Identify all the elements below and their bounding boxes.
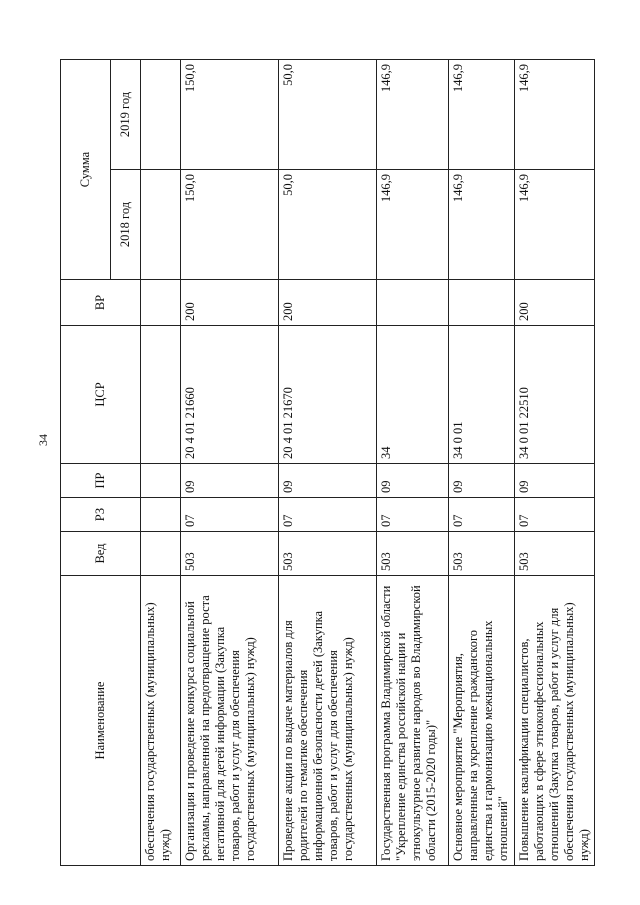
- row-sum-2018: [141, 170, 181, 280]
- table-row: [377, 60, 449, 866]
- col-2019-header: 2019 год: [111, 60, 141, 170]
- row-ved: 503: [377, 532, 449, 576]
- row-vr: [377, 280, 449, 326]
- col-vr-header: ВР: [61, 280, 141, 326]
- row-sum-2018: 146,9: [449, 170, 515, 280]
- row-name: Организация и проведение конкурса социальной рекламы, направленной на предотвращение роста негативной для детей информации (Закупка товаров, работ и услуг для обеспечения государственных (муниципальных) нужд): [181, 576, 279, 866]
- row-ved: 503: [449, 532, 515, 576]
- row-vr: 200: [515, 280, 595, 326]
- row-pr: [141, 464, 181, 498]
- row-rz: 07: [515, 498, 595, 532]
- col-csr-header: ЦСР: [61, 326, 141, 464]
- row-vr: [141, 280, 181, 326]
- col-2018-header: 2018 год: [111, 170, 141, 280]
- row-sum-2019: 146,9: [377, 60, 449, 170]
- col-rz-header: РЗ: [61, 498, 141, 532]
- row-rz: 07: [279, 498, 377, 532]
- row-ved: 503: [515, 532, 595, 576]
- row-name: Повышение квалификации специалистов, работающих в сфере этноконфессиональных отношений (Закупка товаров, работ и услуг для обеспечения государственных (муниципальных) нужд): [515, 576, 595, 866]
- row-sum-2018: 150,0: [181, 170, 279, 280]
- row-sum-2018: 146,9: [515, 170, 595, 280]
- row-pr: 09: [181, 464, 279, 498]
- table-row: [279, 60, 377, 866]
- row-pr: 09: [449, 464, 515, 498]
- row-ved: [141, 532, 181, 576]
- row-rz: 07: [377, 498, 449, 532]
- row-rz: 07: [449, 498, 515, 532]
- row-rz: [141, 498, 181, 532]
- table-row: [449, 60, 515, 866]
- row-sum-2018: 146,9: [377, 170, 449, 280]
- row-csr: 34 0 01: [449, 326, 515, 464]
- row-sum-2019: 150,0: [181, 60, 279, 170]
- row-pr: 09: [377, 464, 449, 498]
- row-name: Государственная программа Владимирской области "Укрепление единства российской нации и этнокультурное развитие народов во Владимирской области (2015-2020 годы)": [377, 576, 449, 866]
- row-csr: [141, 326, 181, 464]
- row-csr: 20 4 01 21670: [279, 326, 377, 464]
- table-row: [181, 60, 279, 866]
- row-rz: 07: [181, 498, 279, 532]
- col-ved-header: Вед: [61, 532, 141, 576]
- row-sum-2019: 146,9: [449, 60, 515, 170]
- row-csr: 34 0 01 22510: [515, 326, 595, 464]
- row-name: Основное мероприятие "Мероприятия, направленные на укрепление гражданского единства и гармонизацию межнациональных отношений": [449, 576, 515, 866]
- row-ved: 503: [279, 532, 377, 576]
- row-name: Проведение акции по выдаче материалов для родителей по тематике обеспечения информационной безопасности детей (Закупка товаров, работ и услуг для обеспечения государственных (муниципальных) нужд): [279, 576, 377, 866]
- col-pr-header: ПР: [61, 464, 141, 498]
- page-number: 34: [36, 434, 50, 446]
- row-vr: [449, 280, 515, 326]
- row-vr: 200: [279, 280, 377, 326]
- row-ved: 503: [181, 532, 279, 576]
- row-pr: 09: [515, 464, 595, 498]
- header-row-1: [61, 60, 111, 866]
- budget-table: [60, 59, 595, 866]
- row-sum-2019: [141, 60, 181, 170]
- row-name: обеспечения государственных (муниципальных) нужд): [141, 576, 181, 866]
- col-sum-header: Сумма: [61, 60, 111, 280]
- row-vr: 200: [181, 280, 279, 326]
- row-sum-2019: 50,0: [279, 60, 377, 170]
- row-csr: 34: [377, 326, 449, 464]
- row-pr: 09: [279, 464, 377, 498]
- row-csr: 20 4 01 21660: [181, 326, 279, 464]
- table-row: [515, 60, 595, 866]
- col-name-header: Наименование: [61, 576, 141, 866]
- table-row: [141, 60, 181, 866]
- row-sum-2018: 50,0: [279, 170, 377, 280]
- rotated-page-content: [60, 60, 591, 866]
- row-sum-2019: 146,9: [515, 60, 595, 170]
